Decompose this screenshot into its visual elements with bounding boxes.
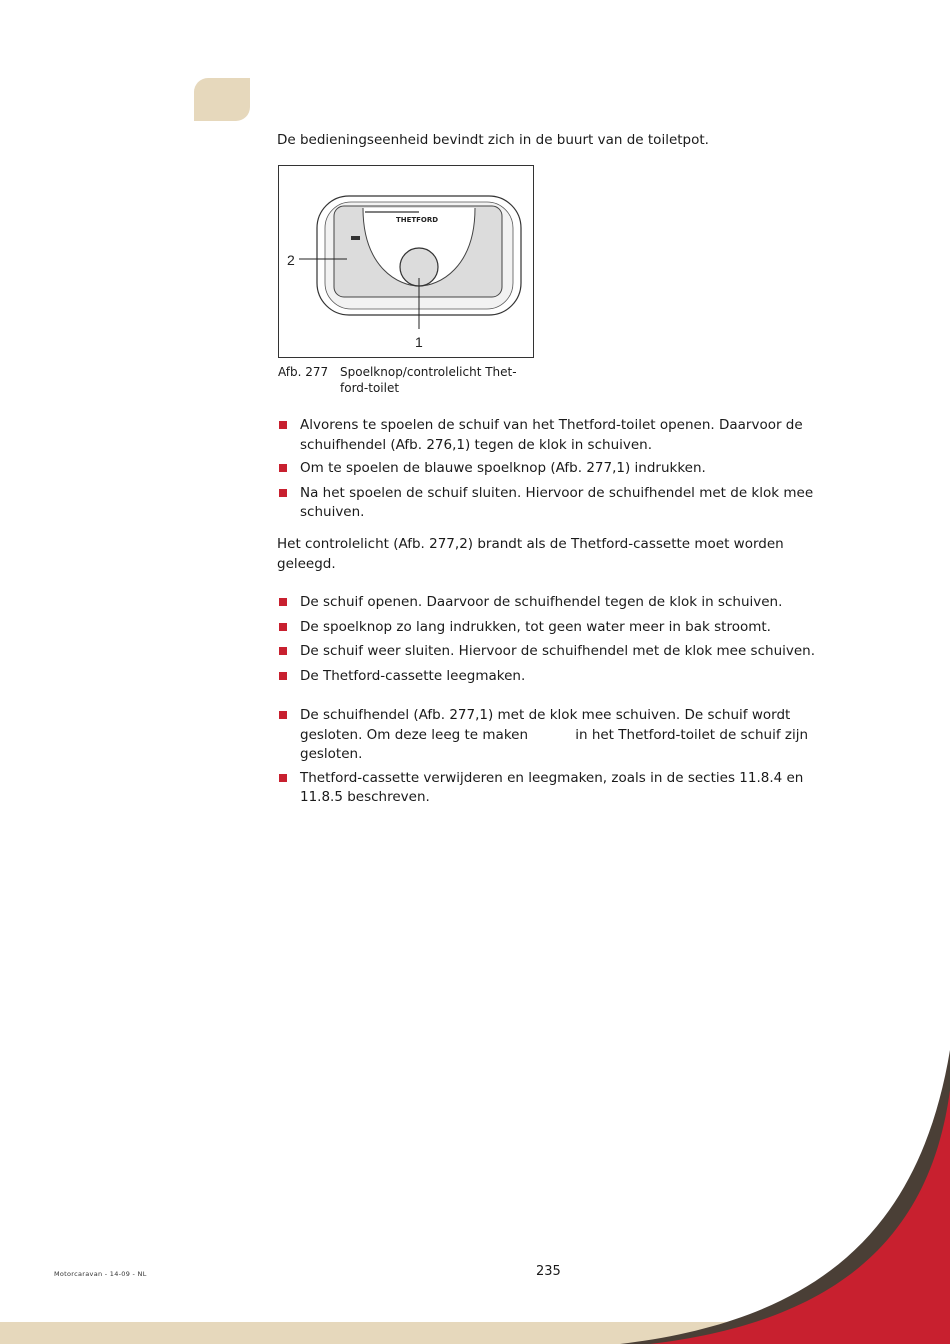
list-item-text: De schuif openen. Daarvoor de schuifhendel tegen de klok in schuiven. — [300, 594, 783, 610]
callout-1: 1 — [415, 334, 423, 350]
indicator-paragraph: Het controlelicht (Afb. 277,2) brandt als de Thetford-cassette moet worden geleegd. — [277, 536, 784, 572]
callout-2: 2 — [287, 252, 295, 268]
caption-text: Spoelknop/controlelicht Thet-ford-toilet — [340, 365, 517, 395]
list-item-text: Thetford-cassette verwijderen en leegmaken, zoals in de secties 11.8.4 en 11.8.5 beschreven. — [300, 769, 804, 805]
page-number: 235 — [536, 1264, 561, 1279]
list-item-text: De Thetford-cassette leegmaken. — [300, 667, 526, 684]
list-item-text: De spoelknop zo lang indrukken, tot geen water meer in bak stroomt. — [300, 618, 771, 635]
list-item-text: De schuifhendel (Afb. 277,1) met de klok mee schuiven. De schuif wordt gesloten. Om deze leeg te maken in het Thetford-toilet de schuif zijn gesloten. — [300, 707, 813, 762]
caption-number: Afb. 277 — [278, 365, 329, 379]
list-item-text: Na het spoelen de schuif sluiten. Hiervoor de schuifhendel met de klok mee schuiven. — [300, 484, 814, 520]
brand-logo: THETFORD — [395, 216, 439, 224]
footer-document-id: Motorcaravan - 14-09 - NL — [54, 1270, 147, 1278]
list-item-text: Om te spoelen de blauwe spoelknop (Afb. 277,1) indrukken. — [300, 460, 706, 476]
intro-paragraph: De bedieningseenheid bevindt zich in de buurt van de toiletpot. — [277, 132, 709, 148]
list-item-text: De schuif weer sluiten. Hiervoor de schuifhendel met de klok mee schuiven. — [300, 643, 816, 659]
list-item-text: Alvorens te spoelen de schuif van het Thetford-toilet openen. Daarvoor de schuifhendel (Afb. 276,1) tegen de klok in schuiven. — [300, 417, 803, 453]
